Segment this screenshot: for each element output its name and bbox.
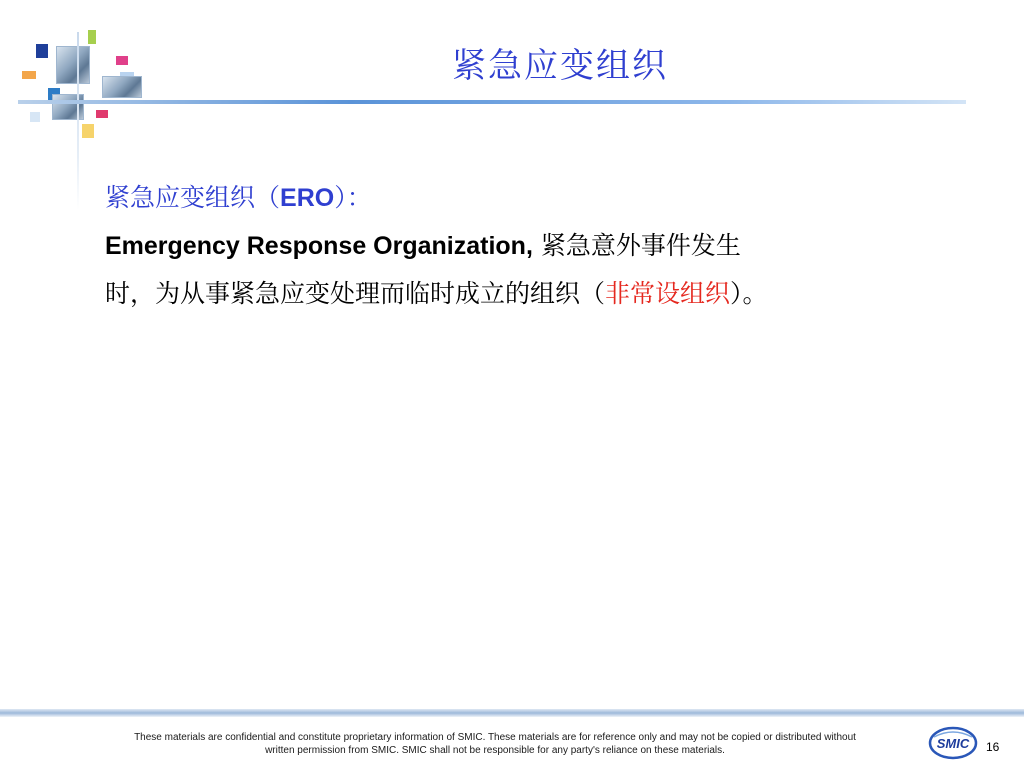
mosaic-tile	[88, 30, 96, 44]
mosaic-tile	[22, 71, 36, 79]
mosaic-photo	[52, 94, 84, 120]
disclaimer-line-1: These materials are confidential and constitute proprietary information of SMIC. These materials are for reference only and may not be copied or distributed without	[134, 732, 856, 743]
mosaic-vertical-line	[77, 32, 79, 210]
footer-disclaimer	[70, 731, 920, 757]
mosaic-photo	[56, 46, 90, 84]
disclaimer-line-2: written permission from SMIC. SMIC shall not be responsible for any party's reliance on these materials.	[265, 745, 725, 756]
body-line-2	[105, 222, 965, 270]
mosaic-tile	[96, 110, 108, 118]
mosaic-tile	[116, 56, 128, 65]
body-line-1	[105, 174, 965, 222]
smic-logo	[928, 725, 978, 761]
smic-logo-text: SMIC	[936, 736, 970, 751]
highlight-term: 非常设组织	[605, 279, 731, 308]
definition-end: ）。	[730, 279, 768, 308]
mosaic-tile	[82, 124, 94, 138]
mosaic-tile	[36, 44, 48, 58]
body-line-3	[105, 270, 965, 317]
slide-body	[105, 174, 965, 317]
mosaic-tile	[30, 112, 40, 122]
english-term: Emergency Response Organization,	[105, 232, 533, 260]
footer-divider	[0, 709, 1024, 717]
definition-start: 紧急意外事件发生	[532, 231, 741, 260]
title-underline	[18, 100, 966, 104]
ero-label-tail: ）：	[334, 183, 372, 212]
ero-abbreviation: ERO	[280, 184, 335, 212]
mosaic-photo	[102, 76, 142, 98]
definition-middle: 时，为从事紧急应变处理而临时成立的组织（	[105, 279, 606, 308]
page-number: 16	[986, 740, 1000, 754]
smic-logo-icon	[928, 725, 978, 761]
slide-title: 紧急应变组织	[452, 46, 668, 86]
ero-label: 紧急应变组织（	[105, 183, 281, 212]
